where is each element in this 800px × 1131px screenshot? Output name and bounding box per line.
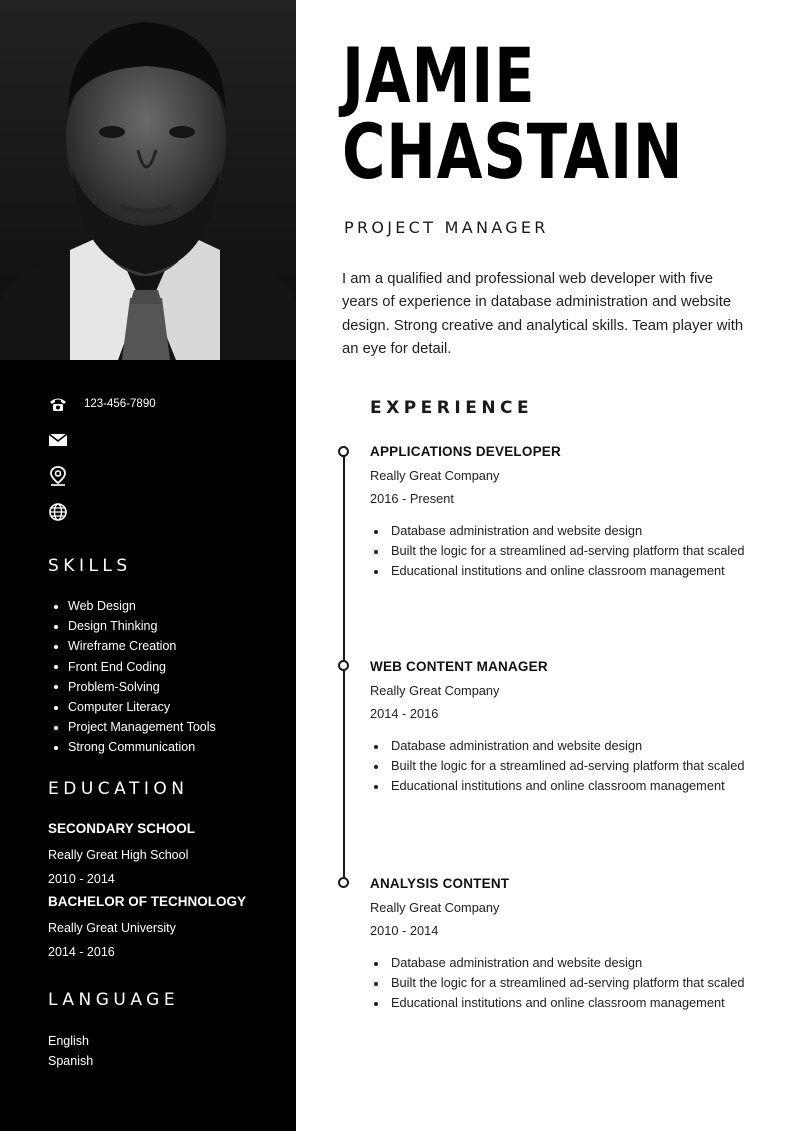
contact-email [48, 430, 278, 466]
job-dates: 2016 - Present [370, 491, 454, 506]
education-list [48, 820, 288, 960]
phone-number: 123-456-7890 [84, 398, 156, 410]
language-heading: LANGUAGE [48, 990, 180, 1010]
language-list [48, 1031, 93, 1071]
profile-summary: I am a qualified and professional web developer with five years of experience in database administration and website design. Strong creative and analytical skills. Team player with an eye for detail. [342, 271, 744, 357]
job-title: WEB CONTENT MANAGER [370, 659, 548, 674]
name-first: JAMIE [342, 31, 536, 120]
full-name [342, 31, 684, 196]
language-item: English [48, 1034, 89, 1048]
location-pin-icon [48, 466, 68, 486]
job-bullet: Database administration and website design [370, 953, 760, 973]
skill-item: Front End Coding [48, 657, 216, 677]
job-bullets [370, 953, 760, 1014]
education-years: 2010 - 2014 [48, 872, 115, 886]
skill-item: Design Thinking [48, 616, 216, 636]
job-company: Really Great Company [370, 900, 500, 915]
contact-address [48, 466, 278, 502]
phone-icon [48, 394, 68, 414]
language-item: Spanish [48, 1054, 94, 1068]
contact-list [48, 394, 278, 538]
skill-item: Computer Literacy [48, 697, 216, 717]
sidebar [0, 0, 296, 1131]
education-school: Really Great University [48, 921, 176, 935]
job-bullet: Educational institutions and online classroom management [370, 776, 760, 796]
experience-entry [370, 443, 760, 582]
job-bullet: Educational institutions and online classroom management [370, 993, 760, 1013]
job-bullets [370, 521, 760, 582]
skill-item: Web Design [48, 596, 216, 616]
skills-list [48, 596, 216, 758]
experience-entry [370, 875, 760, 1014]
contact-phone [48, 394, 278, 430]
job-title: APPLICATIONS DEVELOPER [370, 444, 561, 459]
education-degree: SECONDARY SCHOOL [48, 821, 196, 836]
job-bullets [370, 736, 760, 797]
job-bullet: Built the logic for a streamlined ad-serving platform that scaled [370, 541, 760, 561]
education-school: Really Great High School [48, 848, 189, 862]
timeline-dot [338, 877, 349, 888]
education-years: 2014 - 2016 [48, 945, 115, 959]
education-heading: EDUCATION [48, 779, 189, 799]
skill-item: Wireframe Creation [48, 636, 216, 656]
job-bullet: Database administration and website design [370, 736, 760, 756]
timeline-dot [338, 446, 349, 457]
mail-icon [48, 430, 68, 450]
experience-entry [370, 658, 760, 797]
contact-website [48, 502, 278, 538]
name-last: CHASTAIN [342, 107, 684, 196]
skills-heading: SKILLS [48, 556, 132, 576]
job-bullet: Built the logic for a streamlined ad-serving platform that scaled [370, 756, 760, 776]
job-bullet: Educational institutions and online classroom management [370, 561, 760, 581]
education-degree: BACHELOR OF TECHNOLOGY [48, 894, 246, 909]
job-company: Really Great Company [370, 468, 500, 483]
profile-photo [0, 0, 296, 360]
job-role: PROJECT MANAGER [344, 218, 549, 237]
job-company: Really Great Company [370, 683, 500, 698]
skill-item: Strong Communication [48, 737, 216, 757]
timeline-dot [338, 660, 349, 671]
job-dates: 2014 - 2016 [370, 706, 439, 721]
portrait-illustration [0, 0, 296, 360]
skill-item: Project Management Tools [48, 717, 216, 737]
job-bullet: Database administration and website design [370, 521, 760, 541]
job-title: ANALYSIS CONTENT [370, 876, 510, 891]
globe-icon [48, 502, 68, 522]
experience-heading: EXPERIENCE [370, 398, 534, 418]
job-bullet: Built the logic for a streamlined ad-serving platform that scaled [370, 973, 760, 993]
education-entry [48, 893, 288, 960]
education-entry [48, 820, 288, 887]
job-dates: 2010 - 2014 [370, 923, 439, 938]
skill-item: Problem-Solving [48, 677, 216, 697]
